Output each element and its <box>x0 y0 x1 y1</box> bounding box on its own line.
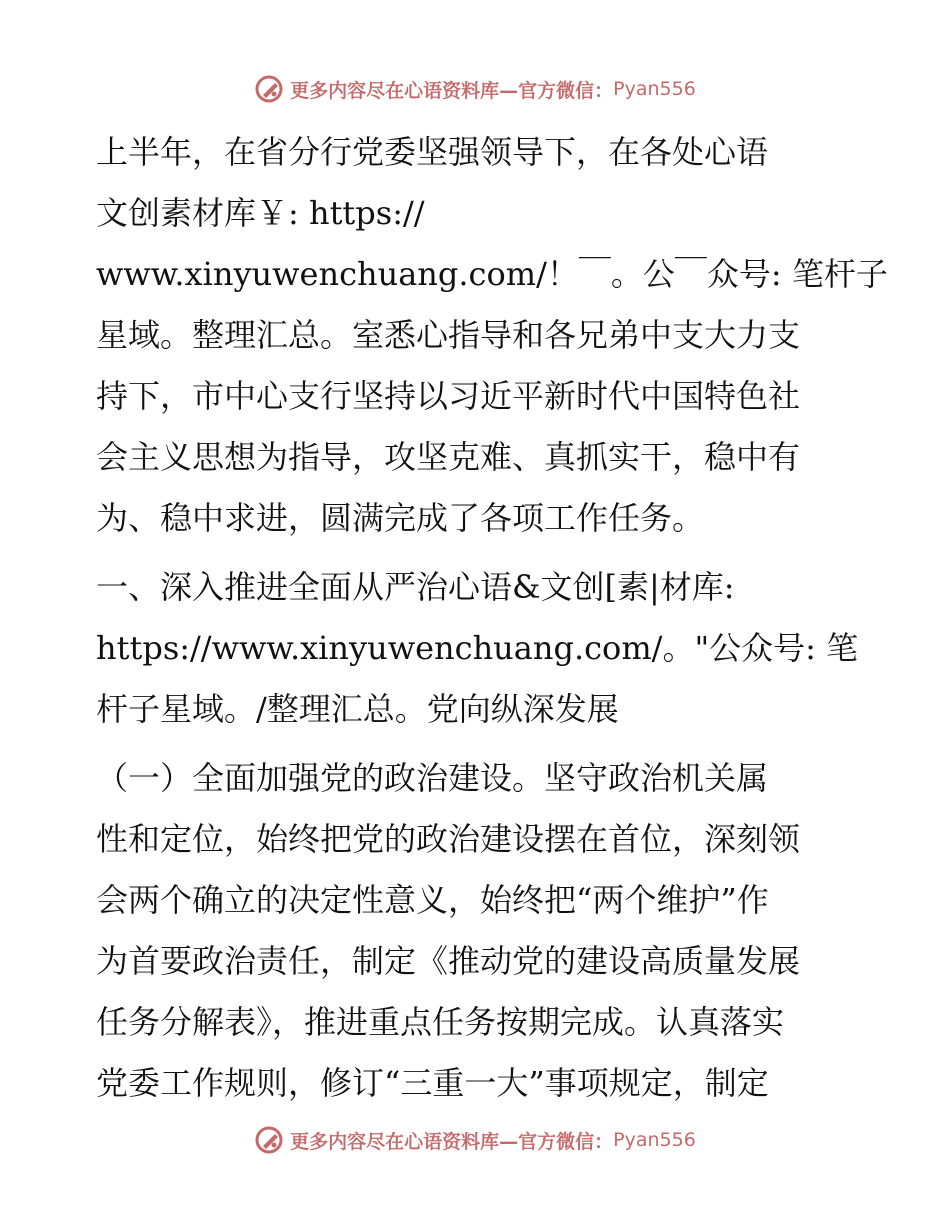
text-line: 会主义思想为指导，攻坚克难、真抓实干，稳中有 <box>96 438 801 476</box>
pen-logo-icon <box>254 1125 284 1155</box>
text-line: 文创素材库￥: https:// <box>96 194 425 232</box>
text-line: 上半年，在省分行党委坚强领导下，在各处心语 <box>96 133 769 171</box>
watermark-contact: Pyan556 <box>613 78 696 100</box>
text-line: 任务分解表》，推进重点任务按期完成。认真落实 <box>96 1003 785 1041</box>
text-line: 一、深入推进全面从严治心语&文创[素|材库: <box>96 568 735 606</box>
text-line: 党委工作规则，修订“三重一大”事项规定，制定 <box>96 1064 769 1102</box>
footer-watermark <box>0 1125 950 1155</box>
text-line: 性和定位，始终把党的政治建设摆在首位，深刻领 <box>96 820 801 858</box>
text-line: 星域。整理汇总。室悉心指导和各兄弟中支大力支 <box>96 316 801 354</box>
watermark-contact: Pyan556 <box>613 1129 696 1151</box>
text-line: 为、稳中求进，圆满完成了各项工作任务。 <box>96 499 705 537</box>
text-line: （一）全面加强党的政治建设。坚守政治机关属 <box>96 759 769 797</box>
watermark-text: 更多内容尽在心语资料库—官方微信： <box>290 1130 614 1153</box>
text-line: 杆子星域。/整理汇总。党向纵深发展 <box>96 690 619 728</box>
text-line: 会两个确立的决定性意义，始终把“两个维护”作 <box>96 881 769 919</box>
text-line: https://www.xinyuwenchuang.com/。"公众号: 笔 <box>96 629 859 667</box>
text-line: 持下，市中心支行坚持以习近平新时代中国特色社 <box>96 377 801 415</box>
text-line: www.xinyuwenchuang.com/！￣。公￣众号: 笔杆子 <box>96 255 888 293</box>
text-line: 为首要政治责任，制定《推动党的建设高质量发展 <box>96 942 801 980</box>
pen-logo-icon <box>254 74 284 104</box>
header-watermark <box>0 74 950 104</box>
watermark-text: 更多内容尽在心语资料库—官方微信： <box>290 79 614 102</box>
document-body <box>96 122 888 1114</box>
